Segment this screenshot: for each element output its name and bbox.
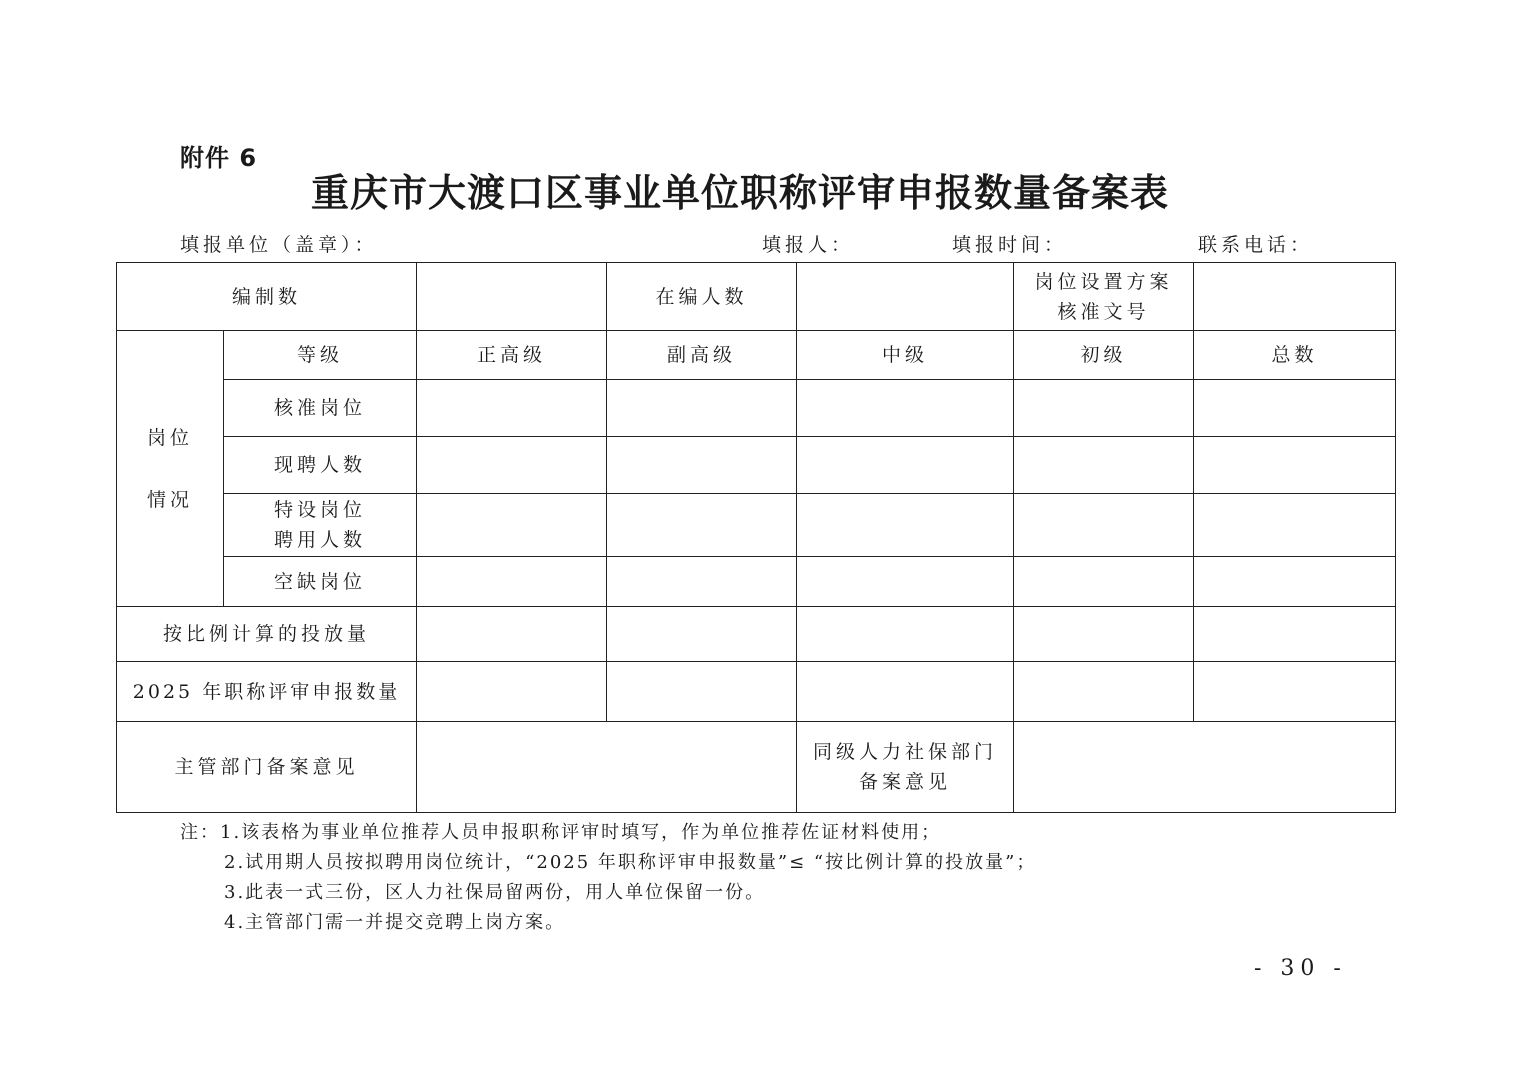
table-cell[interactable] [1014, 662, 1194, 722]
table-cell[interactable] [417, 607, 607, 662]
table-cell[interactable] [417, 557, 607, 607]
table-row [117, 263, 1396, 331]
current-hired-label: 现聘人数 [224, 437, 417, 494]
table-cell[interactable] [1014, 437, 1194, 494]
filing-table [116, 262, 1396, 813]
table-cell[interactable] [607, 437, 797, 494]
level-senior-header: 正高级 [417, 331, 607, 380]
fill-person-label: 填报人： [762, 234, 855, 256]
table-cell[interactable] [797, 557, 1014, 607]
table-cell[interactable] [1014, 494, 1194, 557]
special-posts-line2: 聘用人数 [274, 529, 367, 551]
table-cell[interactable] [417, 662, 607, 722]
staff-in-quota-label: 在编人数 [607, 263, 797, 331]
table-cell[interactable] [797, 494, 1014, 557]
special-posts-label [224, 494, 417, 557]
table-cell[interactable] [1194, 494, 1396, 557]
table-row [117, 494, 1396, 557]
note-item-3: 3.此表一式三份，区人力社保局留两份，用人单位保留一份。 [224, 882, 766, 903]
table-row [117, 380, 1396, 437]
table-cell[interactable] [607, 494, 797, 557]
dept-opinion-cell[interactable] [417, 722, 797, 813]
table-cell[interactable] [417, 380, 607, 437]
table-cell[interactable] [1194, 380, 1396, 437]
staffing-quota-label: 编制数 [117, 263, 417, 331]
table-cell[interactable] [607, 662, 797, 722]
plan-approval-label-line2: 核准文号 [1057, 300, 1150, 323]
level-vice-senior-header: 副高级 [607, 331, 797, 380]
table-row [117, 557, 1396, 607]
level-intermediate-header: 中级 [797, 331, 1014, 380]
table-cell[interactable] [1014, 607, 1194, 662]
table-cell[interactable] [607, 380, 797, 437]
table-cell[interactable] [797, 662, 1014, 722]
level-header: 等级 [224, 331, 417, 380]
table-cell[interactable] [417, 437, 607, 494]
plan-approval-cell[interactable] [1194, 263, 1396, 331]
note-item-2: 2.试用期人员按拟聘用岗位统计，“2025 年职称评审申报数量”≤ “按比例计算的投放量”； [224, 852, 1037, 873]
table-cell[interactable] [1194, 437, 1396, 494]
plan-approval-label [1014, 263, 1194, 331]
page-number: - 30 - [1254, 956, 1347, 981]
level-junior-header: 初级 [1014, 331, 1194, 380]
note-item-1: 注：1.该表格为事业单位推荐人员申报职称评审时填写，作为单位推荐佐证材料使用； [180, 822, 942, 843]
hr-opinion-label [797, 722, 1014, 813]
staff-in-quota-cell[interactable] [797, 263, 1014, 331]
hr-opinion-cell[interactable] [1014, 722, 1396, 813]
post-situation-line2: 情况 [146, 488, 193, 511]
declare-count-label: 2025 年职称评审申报数量 [117, 662, 417, 722]
ratio-quota-label: 按比例计算的投放量 [117, 607, 417, 662]
level-total-header: 总数 [1194, 331, 1396, 380]
table-cell[interactable] [1014, 557, 1194, 607]
table-cell[interactable] [797, 437, 1014, 494]
post-situation-line1: 岗位 [146, 426, 193, 449]
notes-block [180, 818, 1036, 938]
approved-posts-label: 核准岗位 [224, 380, 417, 437]
hr-opinion-line2: 备案意见 [859, 771, 952, 793]
table-cell[interactable] [797, 380, 1014, 437]
table-cell[interactable] [1194, 662, 1396, 722]
table-row [117, 331, 1396, 380]
table-cell[interactable] [1194, 607, 1396, 662]
hr-opinion-line1: 同级人力社保部门 [813, 741, 998, 763]
table-cell[interactable] [1014, 380, 1194, 437]
form-title: 重庆市大渡口区事业单位职称评审申报数量备案表 [310, 170, 1169, 215]
table-cell[interactable] [797, 607, 1014, 662]
fill-phone-label: 联系电话： [1198, 234, 1314, 256]
fill-unit-label: 填报单位（盖章）： [180, 234, 378, 256]
staffing-quota-cell[interactable] [417, 263, 607, 331]
special-posts-line1: 特设岗位 [274, 499, 367, 521]
plan-approval-label-line1: 岗位设置方案 [1034, 270, 1173, 293]
table-cell[interactable] [1194, 557, 1396, 607]
table-cell[interactable] [417, 494, 607, 557]
vacant-posts-label: 空缺岗位 [224, 557, 417, 607]
annex-label: 附件 6 [180, 144, 258, 172]
fill-time-label: 填报时间： [952, 234, 1068, 256]
table-cell[interactable] [607, 607, 797, 662]
table-cell[interactable] [607, 557, 797, 607]
table-row [117, 722, 1396, 813]
table-row [117, 437, 1396, 494]
post-situation-label [117, 331, 224, 607]
table-row [117, 607, 1396, 662]
table-row [117, 662, 1396, 722]
note-item-4: 4.主管部门需一并提交竞聘上岗方案。 [224, 912, 566, 933]
dept-opinion-label: 主管部门备案意见 [117, 722, 417, 813]
